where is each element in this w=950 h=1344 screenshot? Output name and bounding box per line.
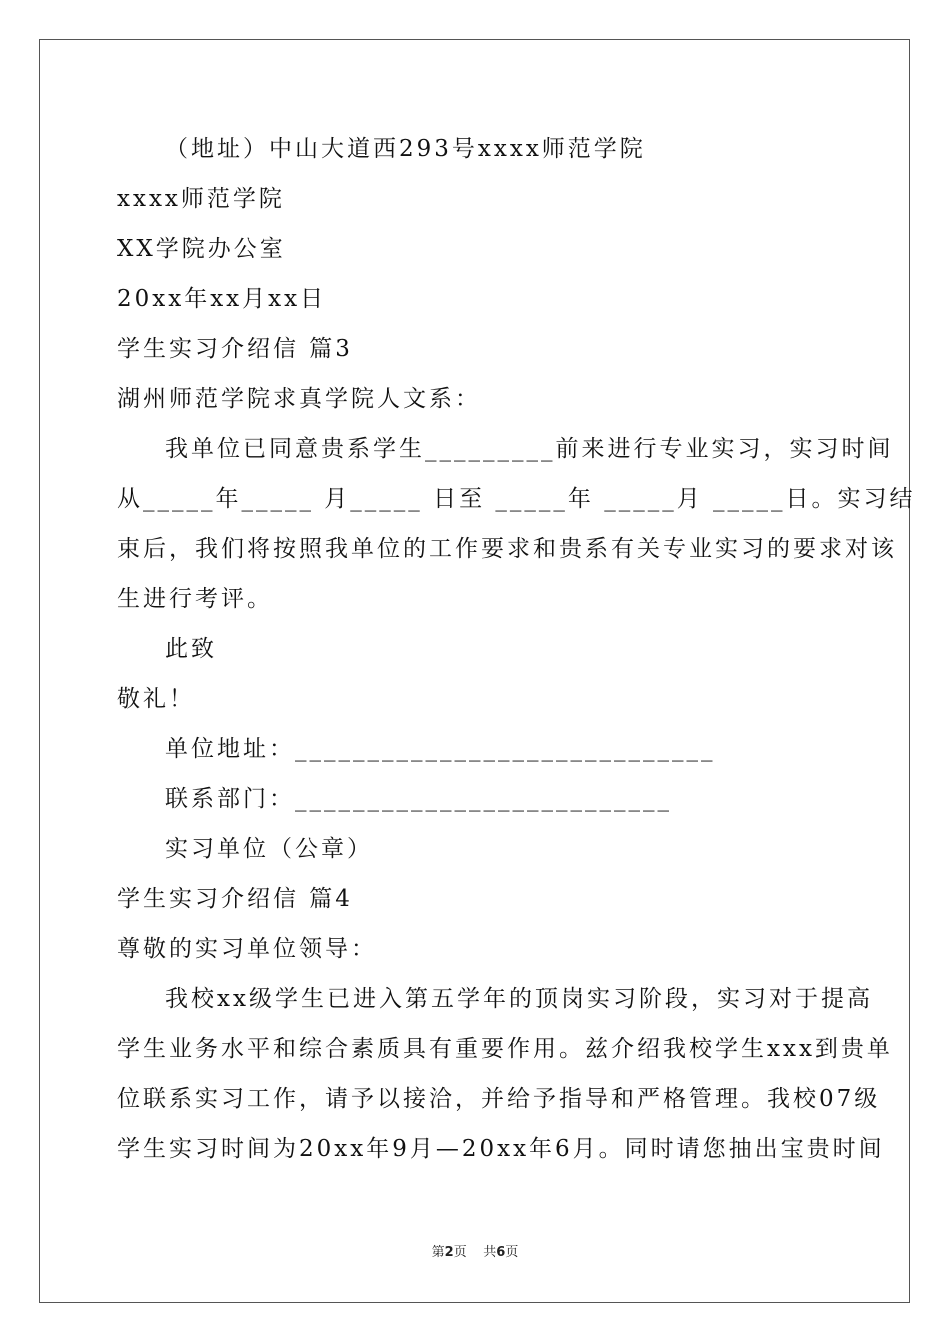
paragraph-line: 学生实习时间为20xx年9月—20xx年6月。同时请您抽出宝贵时间 xyxy=(117,1136,885,1162)
page-number: 2 xyxy=(444,1245,454,1260)
paragraph-line: 从_____年_____ 月_____ 日至 _____年 _____月 _____日。实习结 xyxy=(117,486,916,512)
total-pages: 6 xyxy=(496,1245,506,1260)
salutation-4: 尊敬的实习单位领导： xyxy=(117,936,377,962)
paragraph-line: 束后，我们将按照我单位的工作要求和贵系有关专业实习的要求对该 xyxy=(117,536,897,562)
paragraph-line: 位联系实习工作，请予以接洽，并给予指导和严格管理。我校07级 xyxy=(117,1086,881,1112)
paragraph-line: 生进行考评。 xyxy=(117,586,273,612)
contact-dept-field: 联系部门：__________________________ xyxy=(165,786,672,812)
date-line: 20xx年xx月xx日 xyxy=(117,286,327,312)
section-heading-3: 学生实习介绍信 篇3 xyxy=(117,336,353,362)
unit-address-field: 单位地址：_____________________________ xyxy=(165,736,716,762)
page-label-suffix: 页 xyxy=(453,1245,467,1260)
closing-line: 此致 xyxy=(165,636,217,662)
paragraph-line: 我单位已同意贵系学生_________前来进行专业实习，实习时间 xyxy=(165,436,894,462)
office-name: XX学院办公室 xyxy=(117,236,286,262)
page-label-prefix: 第 xyxy=(431,1245,445,1260)
school-name: xxxx师范学院 xyxy=(117,186,285,212)
seal-line: 实习单位（公章） xyxy=(165,836,373,862)
section-heading-4: 学生实习介绍信 篇4 xyxy=(117,886,353,912)
paragraph-line: 学生业务水平和综合素质具有重要作用。兹介绍我校学生xxx到贵单 xyxy=(117,1036,893,1062)
regards-line: 敬礼！ xyxy=(117,686,195,712)
salutation-3: 湖州师范学院求真学院人文系： xyxy=(117,386,481,412)
total-prefix: 共 xyxy=(483,1245,497,1260)
total-suffix: 页 xyxy=(505,1245,519,1260)
paragraph-line: 我校xx级学生已进入第五学年的顶岗实习阶段，实习对于提高 xyxy=(165,986,873,1012)
address-line: （地址）中山大道西293号xxxx师范学院 xyxy=(165,136,646,162)
page-footer xyxy=(0,1241,950,1260)
